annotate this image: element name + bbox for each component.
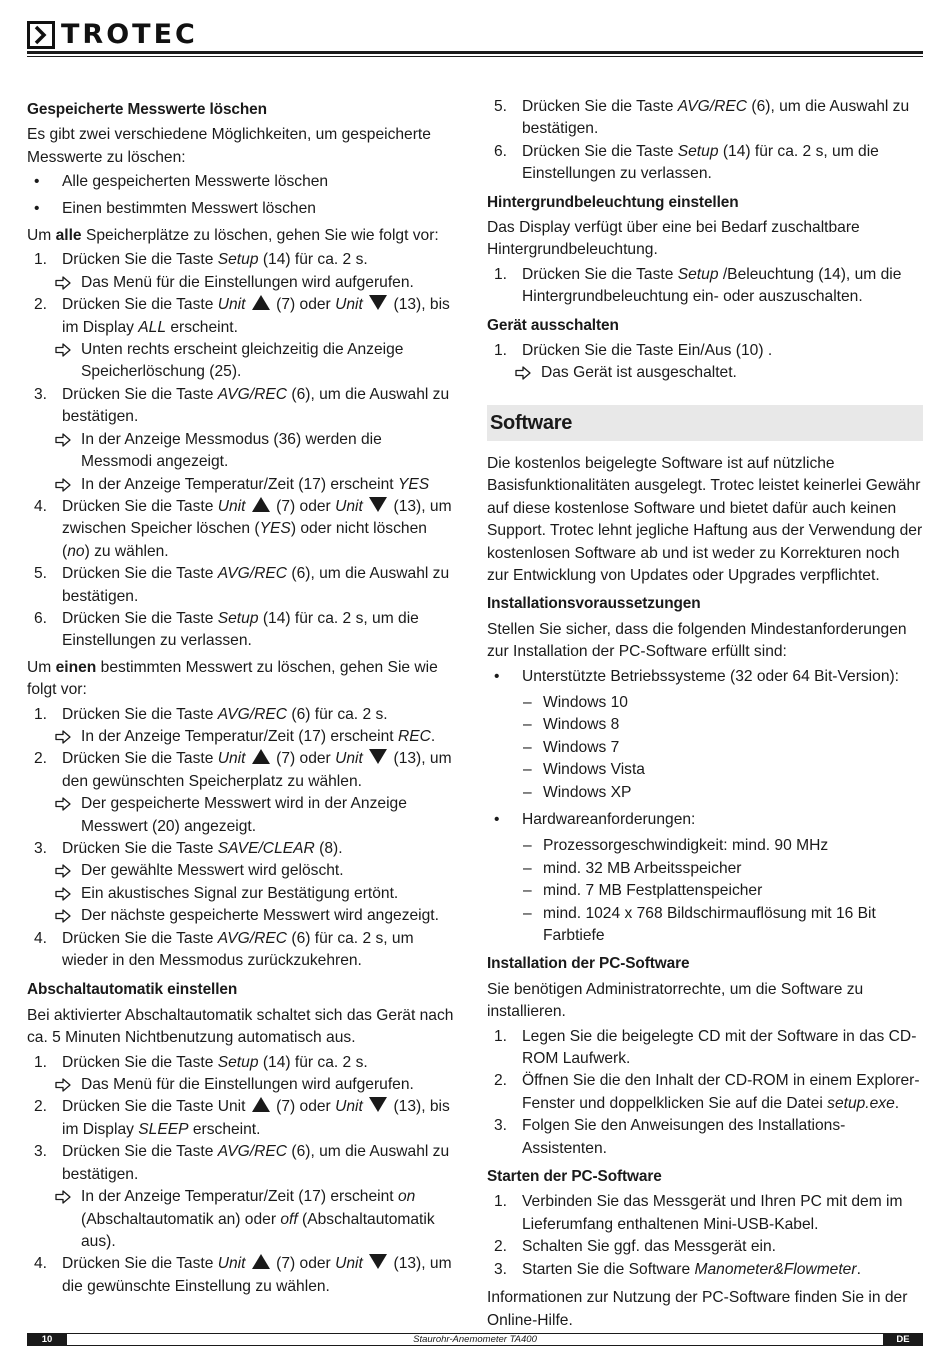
- down-triangle-icon: [369, 497, 387, 512]
- step-2: 2. Öffnen Sie die den Inhalt der CD-ROM in einem Explorer-Fenster und doppelklicken Sie auf die Datei setup.exe.: [494, 1072, 920, 1112]
- step-1: 1. Drücken Sie die Taste AVG/REC (6) für ca. 2 s.: [34, 705, 388, 723]
- result-arrow-icon: [55, 797, 71, 811]
- delete-options-list: [27, 171, 455, 220]
- result-arrow-icon: [55, 276, 71, 290]
- page-header: [27, 18, 923, 58]
- auto-off-steps-continued: [487, 96, 923, 186]
- step-4: 4. Drücken Sie die Taste Unit (7) oder Unit (13), um zwischen Speicher löschen (YES) oder nicht löschen (no) zu wählen.: [34, 497, 452, 560]
- heading-auto-off: Abschaltautomatik einstellen: [27, 981, 238, 999]
- down-triangle-icon: [369, 1097, 387, 1112]
- list-item: • Unterstützte Betriebssysteme (32 oder 64 Bit-Version):: [494, 667, 900, 685]
- delete-intro: Es gibt zwei verschiedene Möglichkeiten, um gespeicherte Messwerte zu löschen:: [27, 126, 431, 166]
- up-triangle-icon: [252, 497, 270, 512]
- up-triangle-icon: [252, 295, 270, 310]
- step-3: 3. Drücken Sie die Taste AVG/REC (6), um die Auswahl zu bestätigen.: [34, 1143, 450, 1183]
- backlight-intro: Das Display verfügt über eine bei Bedarf zuschaltbare Hintergrundbeleuchtung.: [487, 219, 860, 259]
- step-3: 3. Starten Sie die Software Manometer&Flowmeter.: [494, 1260, 861, 1278]
- list-item: – Prozessorgeschwindigkeit: mind. 90 MHz: [523, 837, 829, 855]
- step-5: 5. Drücken Sie die Taste AVG/REC (6), um die Auswahl zu bestätigen.: [494, 98, 910, 138]
- list-item: – Windows XP: [523, 783, 632, 801]
- heading-backlight: Hintergrundbeleuchtung einstellen: [487, 193, 739, 211]
- list-item: – Windows Vista: [523, 761, 645, 779]
- step-2: 2. Drücken Sie die Taste Unit (7) oder Unit (13), bis im Display SLEEP erscheint.: [34, 1098, 450, 1138]
- delete-one-steps: [27, 704, 455, 973]
- result-item: Das Menü für die Einstellungen wird aufgerufen.: [27, 1074, 455, 1096]
- result-arrow-icon: [55, 1078, 71, 1092]
- up-triangle-icon: [252, 1097, 270, 1112]
- delete-all-steps: [27, 249, 455, 652]
- header-rule-thin: [27, 56, 923, 57]
- step-2: 2. Drücken Sie die Taste Unit (7) oder Unit (13), um den gewünschten Speicherplatz zu wählen.: [34, 750, 452, 790]
- heading-power-off: Gerät ausschalten: [487, 316, 619, 334]
- header-rule-thick: [27, 51, 923, 54]
- result-item: Der gewählte Messwert wird gelöscht.: [27, 860, 455, 882]
- result-item: In der Anzeige Messmodus (36) werden die Messmodi angezeigt.: [27, 429, 455, 474]
- step-5: 5. Drücken Sie die Taste AVG/REC (6), um die Auswahl zu bestätigen.: [34, 565, 450, 605]
- result-item: In der Anzeige Temperatur/Zeit (17) erscheint YES: [27, 474, 455, 496]
- result-arrow-icon: [55, 1190, 71, 1204]
- left-column: [27, 96, 455, 1302]
- delete-all-intro: Um alle Speicherplätze zu löschen, gehen Sie wie folgt vor:: [27, 227, 439, 245]
- heading-start-software: Starten der PC-Software: [487, 1168, 662, 1186]
- step-3: 3. Folgen Sie den Anweisungen des Installations-Assistenten.: [494, 1117, 846, 1157]
- step-1: 1. Drücken Sie die Taste Setup /Beleuchtung (14), um die Hintergrundbeleuchtung ein- oder auszuschalten.: [494, 265, 902, 306]
- brand-chevron-icon: [27, 21, 55, 49]
- step-4: 4. Drücken Sie die Taste AVG/REC (6) für ca. 2 s, um wieder in den Messmodus zurückzukehren.: [34, 929, 414, 970]
- auto-off-intro: Bei aktivierter Abschaltautomatik schaltet sich das Gerät nach ca. 5 Minuten Nichtbenutzung automatisch aus.: [27, 1006, 454, 1047]
- result-item: Ein akustisches Signal zur Bestätigung ertönt.: [27, 883, 455, 905]
- result-arrow-icon: [55, 730, 71, 744]
- step-6: 6. Drücken Sie die Taste Setup (14) für ca. 2 s, um die Einstellungen zu verlassen.: [494, 142, 879, 183]
- step-4: 4. Drücken Sie die Taste Unit (7) oder Unit (13), um die gewünschte Einstellung zu wählen.: [34, 1255, 452, 1295]
- heading-installation: Installation der PC-Software: [487, 955, 690, 973]
- result-item: Unten rechts erscheint gleichzeitig die Anzeige Speicherlöschung (25).: [27, 339, 455, 384]
- step-1: 1. Legen Sie die beigelegte CD mit der Software in das CD-ROM Laufwerk.: [494, 1027, 917, 1068]
- down-triangle-icon: [369, 1254, 387, 1269]
- footer-page-number: 10: [27, 1334, 67, 1345]
- heading-delete-values: Gespeicherte Messwerte löschen: [27, 101, 267, 118]
- down-triangle-icon: [369, 295, 387, 310]
- brand-logo: [27, 20, 198, 50]
- footer-document-title: Staurohr-Anemometer TA400: [413, 1334, 537, 1345]
- result-arrow-icon: [55, 864, 71, 878]
- step-1: 1. Drücken Sie die Taste Ein/Aus (10) .: [494, 342, 773, 360]
- result-item: Das Menü für die Einstellungen wird aufgerufen.: [27, 272, 455, 294]
- os-list: [487, 692, 923, 804]
- up-triangle-icon: [252, 1254, 270, 1269]
- step-2: 2. Drücken Sie die Taste Unit (7) oder Unit (13), bis im Display ALL erscheint.: [34, 296, 450, 336]
- result-arrow-icon: [55, 478, 71, 492]
- list-item: • Alle gespeicherten Messwerte löschen: [34, 173, 329, 191]
- section-title-software: Software: [487, 405, 923, 441]
- brand-name: TROTEC: [61, 19, 198, 50]
- backlight-steps: [487, 264, 923, 309]
- list-item: – mind. 1024 x 768 Bildschirmauflösung mit 16 Bit Farbtiefe: [523, 904, 876, 944]
- step-3: 3. Drücken Sie die Taste SAVE/CLEAR (8).: [34, 840, 343, 857]
- installation-steps: [487, 1026, 923, 1160]
- heading-requirements: Installationsvoraussetzungen: [487, 595, 701, 613]
- step-1: 1. Drücken Sie die Taste Setup (14) für ca. 2 s.: [34, 1053, 368, 1071]
- step-3: 3. Drücken Sie die Taste AVG/REC (6), um die Auswahl zu bestätigen.: [34, 385, 450, 426]
- footer-language: DE: [883, 1334, 923, 1345]
- result-item: Der nächste gespeicherte Messwert wird angezeigt.: [27, 905, 455, 927]
- result-arrow-icon: [55, 433, 71, 447]
- auto-off-steps: [27, 1052, 455, 1298]
- down-triangle-icon: [369, 749, 387, 764]
- up-triangle-icon: [252, 749, 270, 764]
- result-arrow-icon: [55, 909, 71, 923]
- list-item: • Hardwareanforderungen:: [494, 810, 696, 828]
- step-6: 6. Drücken Sie die Taste Setup (14) für ca. 2 s, um die Einstellungen zu verlassen.: [34, 609, 419, 650]
- step-1: 1. Drücken Sie die Taste Setup (14) für ca. 2 s.: [34, 251, 368, 269]
- power-off-steps: [487, 340, 923, 385]
- list-item: – mind. 7 MB Festplattenspeicher: [523, 882, 763, 900]
- result-item: In der Anzeige Temperatur/Zeit (17) erscheint REC.: [27, 726, 455, 748]
- installation-intro: Sie benötigen Administratorrechte, um die Software zu installieren.: [487, 980, 864, 1021]
- list-item: – Windows 7: [523, 738, 620, 756]
- result-arrow-icon: [55, 343, 71, 357]
- step-2: 2. Schalten Sie ggf. das Messgerät ein.: [494, 1238, 776, 1256]
- list-item: • Einen bestimmten Messwert löschen: [34, 199, 316, 217]
- requirements-intro: Stellen Sie sicher, dass die folgenden Mindestanforderungen zur Installation der PC-Software erfüllt sind:: [487, 620, 907, 661]
- result-item: In der Anzeige Temperatur/Zeit (17) erscheint on (Abschaltautomatik an) oder off (Abschaltautomatik aus).: [27, 1186, 455, 1253]
- step-1: 1. Verbinden Sie das Messgerät und Ihren PC mit dem im Lieferumfang enthaltenen Mini-USB-Kabel.: [494, 1193, 903, 1233]
- result-arrow-icon: [55, 887, 71, 901]
- list-item: – mind. 32 MB Arbeitsspeicher: [523, 859, 742, 877]
- delete-one-intro: Um einen bestimmten Messwert zu löschen, gehen Sie wie folgt vor:: [27, 658, 438, 699]
- page-footer: [27, 1333, 923, 1346]
- list-item: – Windows 10: [523, 693, 628, 711]
- list-item: – Windows 8: [523, 716, 620, 734]
- result-item: Der gespeicherte Messwert wird in der Anzeige Messwert (20) angezeigt.: [27, 793, 455, 838]
- result-arrow-icon: [515, 366, 531, 380]
- right-column: [487, 96, 923, 1334]
- hardware-list: [487, 835, 923, 947]
- software-intro: Die kostenlos beigelegte Software ist auf nützliche Basisfunktionalitäten ausgelegt. Trotec leistet keinerlei Gewähr auf diese kostenlose Software und bietet dafür auch keinen Support. Trotec lehnt jegliche Haftung aus der Verwendung der kostenlosen Software ab und ist weder zu Korrekturen noch zur Entwicklung von Updates oder Upgrades verpflichtet.: [487, 454, 923, 584]
- online-help-note: Informationen zur Nutzung der PC-Software finden Sie in der Online-Hilfe.: [487, 1289, 908, 1329]
- start-steps: [487, 1191, 923, 1281]
- result-item: Das Gerät ist ausgeschaltet.: [487, 362, 923, 384]
